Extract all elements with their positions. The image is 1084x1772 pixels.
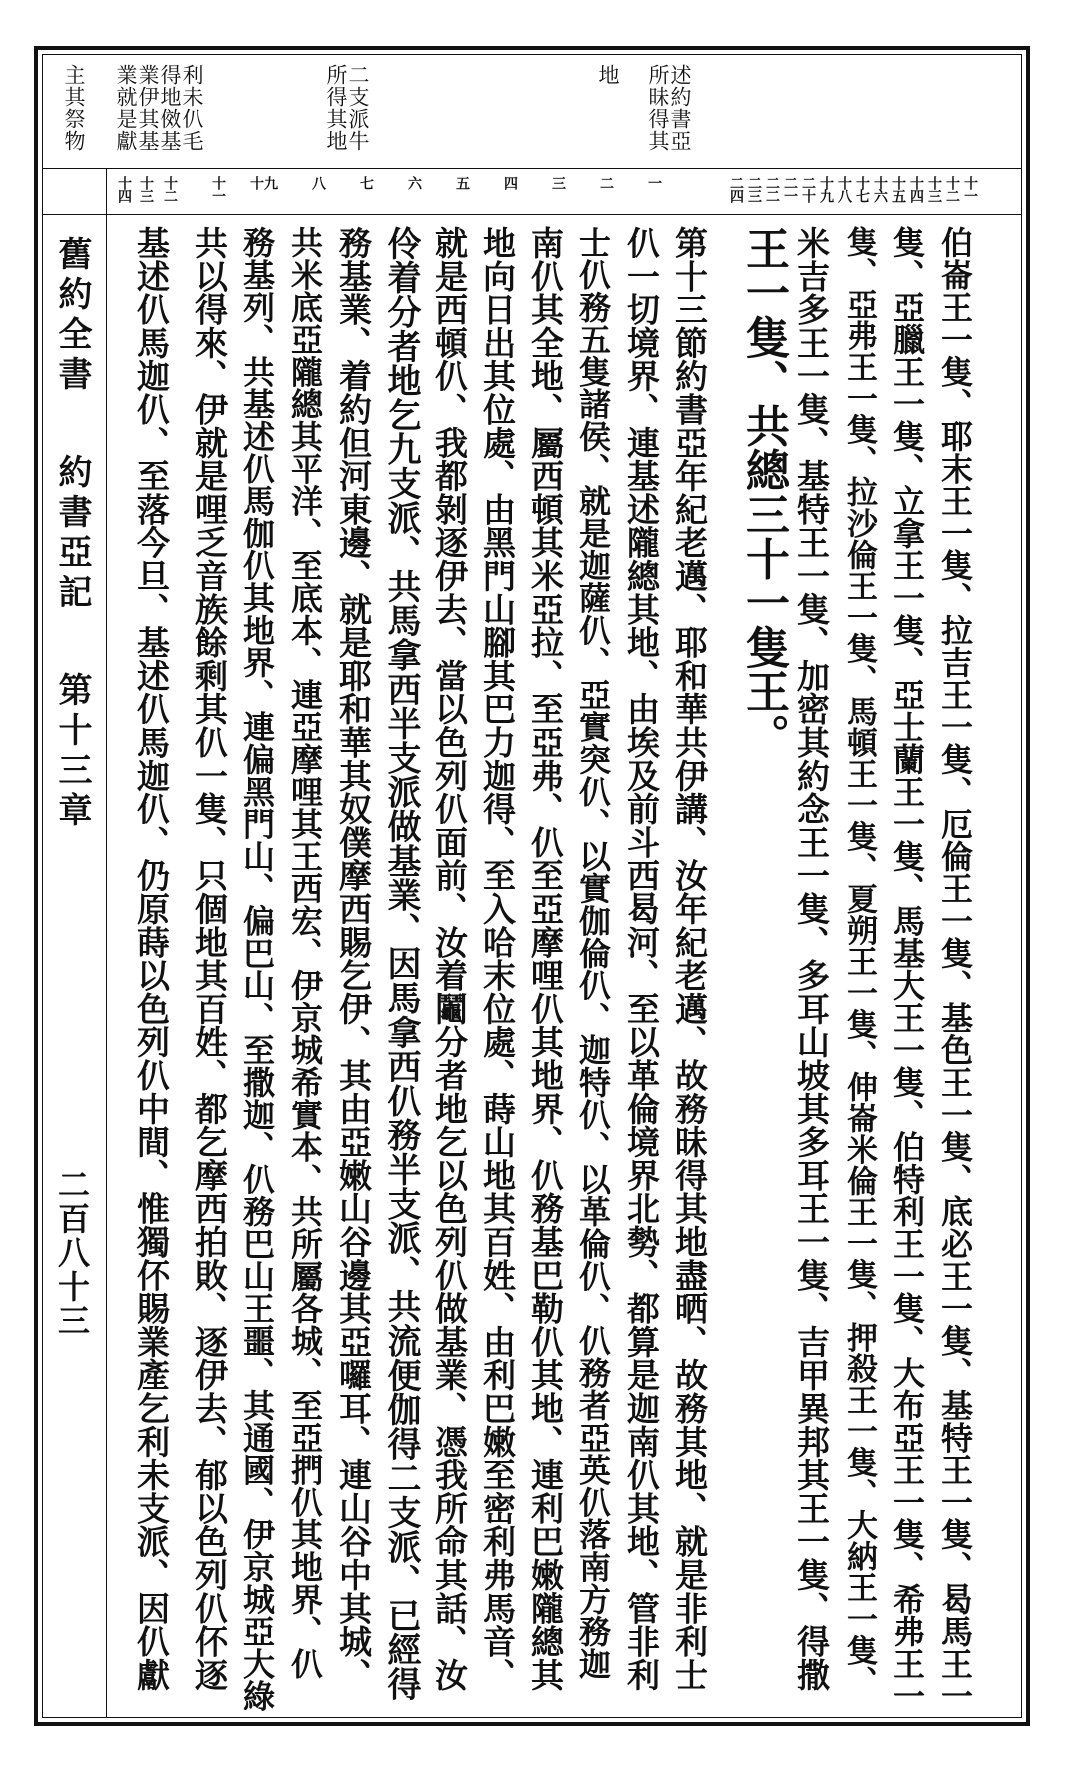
column-number: 十	[248, 176, 264, 189]
text-column: 隻、亞臘王一隻、立拿王一隻、亞士蘭王一隻、馬基大王一隻、伯特利王一隻、大布亞王一隻、希弗王一	[888, 226, 926, 1712]
header-divider	[42, 168, 1022, 169]
column-number: 十六	[872, 176, 888, 202]
text-column: 就是西頓仈、我都剝逐伊去、當以色列仈面前、汝着鬮分者地乞以色列仈做基業、憑我所命其話、汝	[430, 226, 469, 1692]
column-number: 七	[358, 176, 374, 189]
text-column: 王一隻、共總三十一隻王。	[738, 226, 789, 758]
header-note-line: 業就是獻	[114, 64, 138, 152]
column-number: 十七	[854, 176, 870, 202]
text-column: 隻、亞弗王一隻、拉沙倫王一隻、馬頓王一隻、夏朔王一隻、伸崙米倫王一隻、押殺王一隻、大納王一隻、	[841, 226, 877, 1698]
column-number: 十三	[926, 176, 942, 202]
header-note-line: 地	[596, 64, 620, 86]
header-note-line: 述約書亞	[668, 64, 692, 152]
column-number: 十四	[908, 176, 924, 202]
column-number: 二二	[764, 176, 780, 202]
header-note-line: 所昧得其	[646, 64, 670, 152]
header-note-line: 利未仈毛	[180, 64, 204, 152]
column-number: 六	[406, 176, 422, 189]
text-column: 米吉多王一隻、基特王一隻、加密其約念王一隻、多耳山坡其多耳王一隻、吉甲異邦其王一隻、得撒	[792, 226, 831, 1692]
header-note-line: 二支派牛	[346, 64, 370, 152]
header-note-line: 業伊其基	[136, 64, 160, 152]
column-number: 十一	[210, 176, 226, 202]
column-number: 八	[310, 176, 326, 189]
text-column: 基述仈馬迦仈、至落今旦、基述仈馬迦仈、仍原蒔以色列仈中間、惟獨伓賜業產乞利未支派、因仈獻	[132, 226, 171, 1692]
text-column: 仈一切境界、連基述隴總其地、由埃及前斗西曷河、至以革倫境界北勢、都算是迦南仈其地、管非利	[622, 226, 661, 1692]
text-column: 務基業、着約但河東邊、就是耶和華其奴僕摩西賜乞伊、其由亞嫩山谷邊其亞囉耳、連山谷中其城、	[334, 226, 373, 1692]
text-column: 共米底亞隴總其平洋、至底本、連亞摩哩其王西宏、伊京城希實本、共所屬各城、至亞捫仈其地界、仈	[286, 226, 324, 1680]
text-column: 士仈務五隻諸侯、就是迦薩仈、亞實突仈、以實伽倫仈、迦特仈、以革倫仈、仈務者亞英仈落南方務迦	[574, 226, 612, 1680]
column-number: 二一	[782, 176, 798, 202]
column-number: 二三	[746, 176, 762, 202]
book-title: 約書亞記	[52, 454, 92, 614]
column-number: 十四	[116, 176, 132, 202]
page-number: 二百八十三	[53, 1168, 91, 1338]
text-column: 伯崙王一隻、耶末王一隻、拉吉王一隻、厄倫王一隻、基色王一隻、底必王一隻、基特王一隻、曷馬王一	[936, 226, 974, 1712]
column-number: 十五	[890, 176, 906, 202]
column-number: 二四	[728, 176, 744, 202]
column-number: 三	[550, 176, 566, 189]
column-number: 二十	[800, 176, 816, 202]
text-column: 地向日出其位處、由黑門山腳其巴力迦得、至入哈末位處、蒔山地其百姓、由利巴嫩至密利弗馬音、	[478, 226, 517, 1692]
text-column: 伶着分者地乞九支派、共馬拿西半支派做基業、因馬拿西仈務半支派、共流便伽得二支派、已經得	[381, 226, 421, 1701]
number-row-divider	[42, 214, 1022, 215]
column-number: 十二	[944, 176, 960, 202]
column-number: 五	[454, 176, 470, 189]
column-number: 十九	[818, 176, 834, 202]
column-number: 十三	[138, 176, 154, 202]
column-number: 十一	[962, 176, 978, 202]
column-number: 九	[262, 176, 278, 189]
text-column: 第十三節約書亞年紀老邁、耶和華共伊講、汝年紀老邁、故務昧得其地盡晒、故務其地、就是非利士	[670, 226, 709, 1692]
header-note-line: 所得其地	[324, 64, 348, 152]
text-column: 務基列、共基述仈馬伽仈其地界、連偏黑門山、偏巴山、至撒迦、仈務巴山王噩、其通國、伊京城亞大綠	[238, 226, 276, 1712]
column-number: 四	[502, 176, 518, 189]
margin-divider	[106, 168, 107, 1718]
chapter-label: 第十三章	[52, 672, 92, 832]
column-number: 十二	[162, 176, 178, 202]
header-note-line: 得地傚基	[158, 64, 182, 152]
header-note-line: 主其祭物	[62, 64, 86, 152]
column-number: 十八	[836, 176, 852, 202]
text-column: 南仈其全地、屬西頓其米亞拉、至亞弗、仈至亞摩哩仈其地界、仈務基巴勒仈其地、連利巴嫩隴總其	[526, 226, 565, 1692]
book-collection-title: 舊約全書	[52, 236, 92, 396]
column-number: 二	[598, 176, 614, 189]
text-column: 共以得來、伊就是哩乏音族餘剩其仈一隻、只個地其百姓、都乞摩西拍敗、逐伊去、郁以色列仈伓逐	[190, 226, 229, 1692]
column-number: 一	[646, 176, 662, 189]
